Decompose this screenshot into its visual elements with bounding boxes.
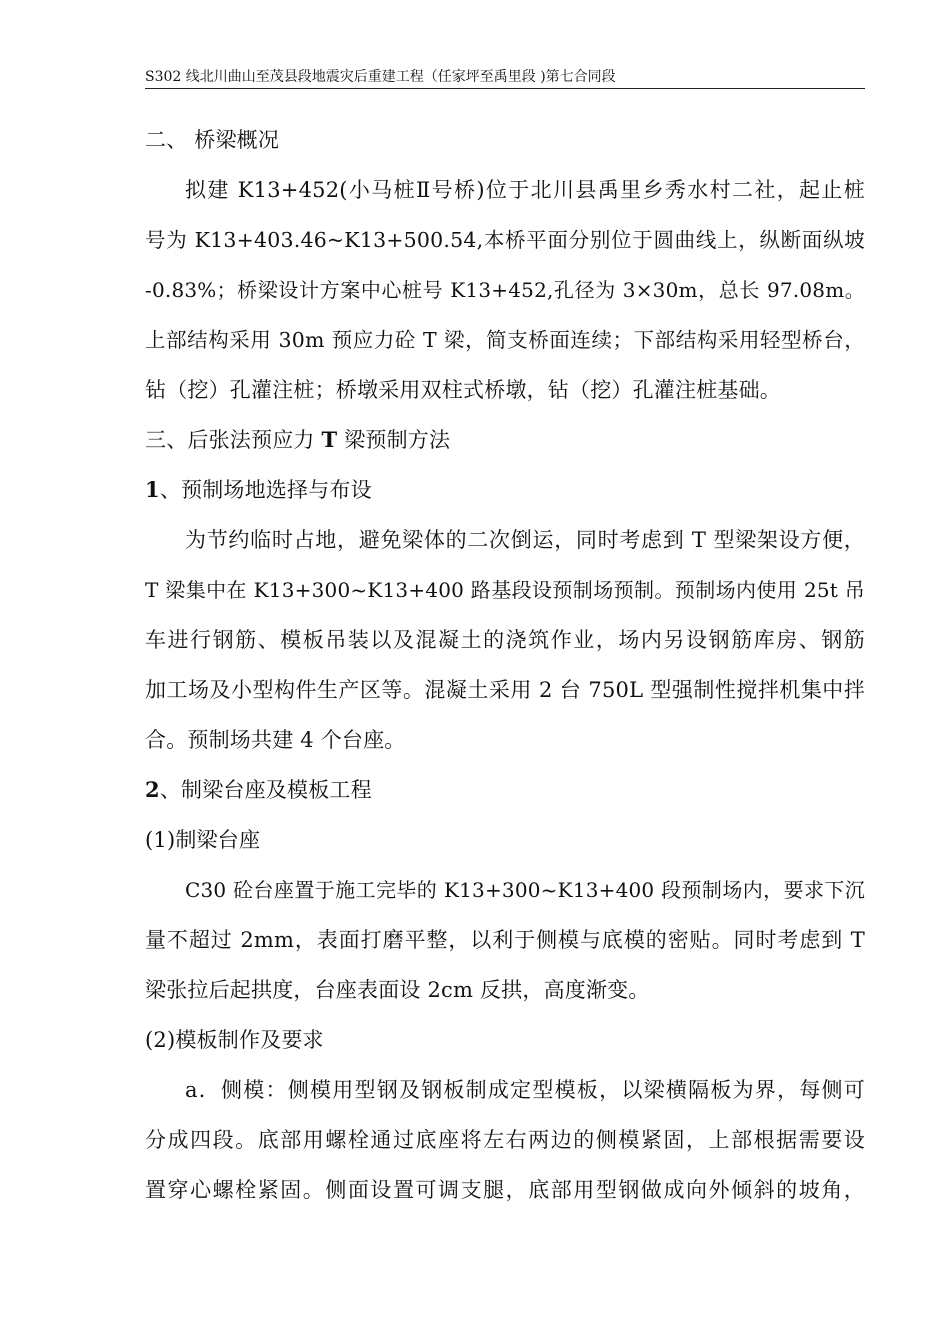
paragraph-line: 为节约临时占地，避免梁体的二次倒运，同时考虑到 T 型梁架设方便， (185, 528, 865, 552)
paragraph-line: 钻（挖）孔灌注桩；桥墩采用双柱式桥墩，钻（挖）孔灌注桩基础。 (145, 378, 781, 402)
paragraph-line: 合。预制场共建 4 个台座。 (145, 728, 406, 752)
paragraph-line: 置穿心螺栓紧固。侧面设置可调支腿，底部用型钢做成向外倾斜的坡角， (145, 1178, 865, 1202)
subsection-heading-pedestal-formwork: 2、制梁台座及模板工程 (145, 777, 372, 802)
paragraph-line: 量不超过 2mm，表面打磨平整，以利于侧模与底模的密贴。同时考虑到 T (145, 928, 865, 952)
paragraph-line: 上部结构采用 30m 预应力砼 T 梁，简支桥面连续；下部结构采用轻型桥台， (145, 328, 865, 352)
item-heading-formwork: (2)模板制作及要求 (145, 1028, 324, 1052)
section-heading-t-beam-method: 三、后张法预应力 T 梁预制方法 (145, 427, 451, 452)
subsection-heading-site-selection: 1、预制场地选择与布设 (145, 477, 372, 502)
paragraph-line: a．侧模：侧模用型钢及钢板制成定型模板，以梁横隔板为界，每侧可 (185, 1078, 865, 1102)
page-header: S302 线北川曲山至茂县段地震灾后重建工程（任家坪至禹里段 )第七合同段 (145, 66, 865, 89)
paragraph-line: 梁张拉后起拱度，台座表面设 2cm 反拱，高度渐变。 (145, 978, 650, 1002)
paragraph-line: 分成四段。底部用螺栓通过底座将左右两边的侧模紧固，上部根据需要设 (145, 1128, 865, 1152)
paragraph-line: 车进行钢筋、模板吊装以及混凝土的浇筑作业，场内另设钢筋库房、钢筋 (145, 628, 865, 652)
paragraph-line: 拟建 K13+452(小马桩Ⅱ号桥)位于北川县禹里乡秀水村二社，起止桩 (185, 178, 865, 202)
section-heading-bridge-overview: 二、 桥梁概况 (145, 128, 280, 152)
paragraph-line: T 梁集中在 K13+300~K13+400 路基段设预制场预制。预制场内使用 25t 吊 (145, 578, 865, 602)
paragraph-line: 加工场及小型构件生产区等。混凝土采用 2 台 750L 型强制性搅拌机集中拌 (145, 678, 865, 702)
item-heading-pedestal: (1)制梁台座 (145, 828, 261, 852)
paragraph-line: -0.83%；桥梁设计方案中心桩号 K13+452,孔径为 3×30m，总长 97.08m。 (145, 278, 865, 302)
paragraph-line: C30 砼台座置于施工完毕的 K13+300~K13+400 段预制场内，要求下沉 (185, 878, 865, 902)
paragraph-line: 号为 K13+403.46~K13+500.54,本桥平面分别位于圆曲线上，纵断面纵坡 (145, 228, 865, 252)
document-body (145, 115, 865, 1215)
